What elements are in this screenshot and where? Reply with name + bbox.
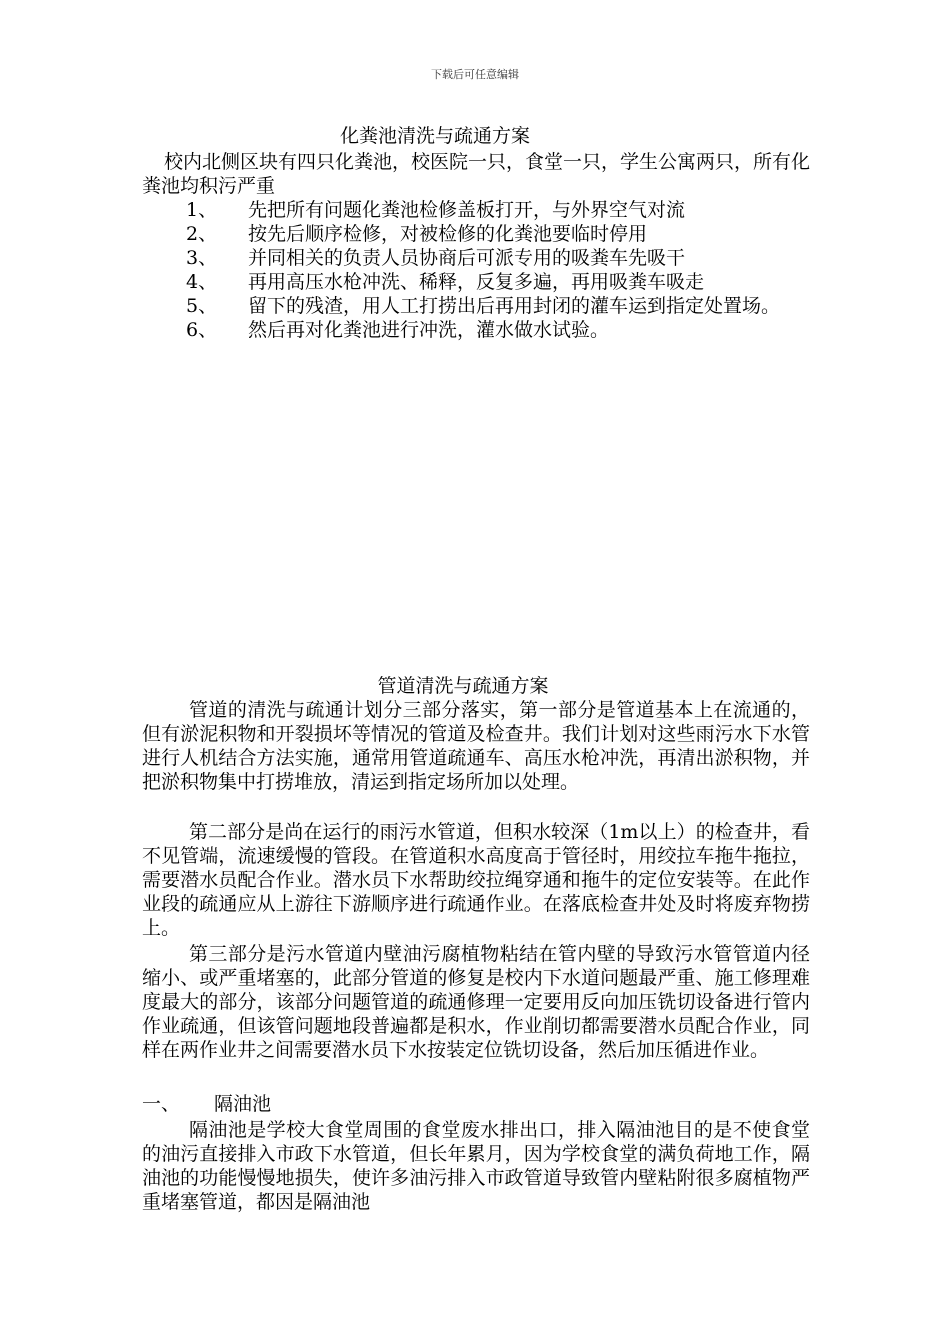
step-number: 1、 [186, 199, 218, 221]
section2-title: 管道清洗与疏通方案 [377, 675, 549, 697]
step-text: 留下的残渣，用人工打捞出后再用封闭的灌车运到指定处置场。 [248, 295, 781, 317]
subheading-grease-trap [142, 1092, 271, 1116]
step-number: 6、 [186, 319, 218, 341]
paragraph-part1: 管道的清洗与疏通计划分三部分落实，第一部分是管道基本上在流通的，但有淤泥积物和开裂损坏等情况的管道及检查井。我们计划对这些雨污水下水管进行人机结合方法实施，通常用管道疏通车、高压水枪冲洗，再清出淤积物，并把淤积物集中打捞堆放，清运到指定场所加以处理。 [142, 699, 810, 793]
section1-title: 化粪池清洗与疏通方案 [339, 125, 530, 147]
step-number: 2、 [186, 223, 218, 245]
list-item [186, 318, 810, 342]
steps-list [186, 198, 810, 342]
subheading-number: 一、 [142, 1093, 181, 1115]
list-item [186, 198, 810, 222]
list-item [186, 246, 810, 270]
paragraph-part2: 第二部分是尚在运行的雨污水管道，但积水较深（1m以上）的检查井，看不见管端，流速缓慢的管段。在管道积水高度高于管径时，用绞拉车拖牛拖拉，需要潜水员配合作业。潜水员下水帮助绞拉绳穿通和拖牛的定位安装等。在此作业段的疏通应从上游往下游顺序进行疏通作业。在落底检查井处及时将废弃物捞上。 [142, 821, 810, 939]
step-text: 按先后顺序检修，对被检修的化粪池要临时停用 [248, 223, 648, 245]
list-item [186, 294, 810, 318]
step-text: 并同相关的负责人员协商后可派专用的吸粪车先吸干 [248, 247, 686, 269]
step-number: 3、 [186, 247, 218, 269]
subheading-text: 隔油池 [214, 1093, 272, 1115]
step-text: 再用高压水枪冲洗、稀释，反复多遍，再用吸粪车吸走 [248, 271, 705, 293]
step-number: 5、 [186, 295, 218, 317]
step-number: 4、 [186, 271, 218, 293]
step-text: 然后再对化粪池进行冲洗，灌水做水试验。 [248, 319, 610, 341]
list-item [186, 222, 810, 246]
paragraph-part3: 第三部分是污水管道内壁油污腐植物粘结在管内壁的导致污水管管道内径缩小、或严重堵塞的，此部分管道的修复是校内下水道问题最严重、施工修理难度最大的部分，该部分问题管道的疏通修理一定要用反向加压铣切设备进行管内作业疏通，但该管问题地段普遍都是积水，作业削切都需要潜水员配合作业，同样在两作业井之间需要潜水员下水按装定位铣切设备，然后加压循进作业。 [142, 943, 810, 1061]
section1-intro: 校内北侧区块有四只化粪池，校医院一只，食堂一只，学生公寓两只，所有化粪池均积污严重 [142, 151, 811, 197]
step-text: 先把所有问题化粪池检修盖板打开，与外界空气对流 [248, 199, 686, 221]
list-item [186, 270, 810, 294]
paragraph-grease-trap: 隔油池是学校大食堂周围的食堂废水排出口，排入隔油池目的是不使食堂的油污直接排入市政下水管道，但长年累月，因为学校食堂的满负荷地工作，隔油池的功能慢慢地损失，使许多油污排入市政管道导致管内壁粘附很多腐植物严重堵塞管道，都因是隔油池 [142, 1119, 810, 1213]
page-header: 下载后可任意编辑 [431, 68, 519, 81]
